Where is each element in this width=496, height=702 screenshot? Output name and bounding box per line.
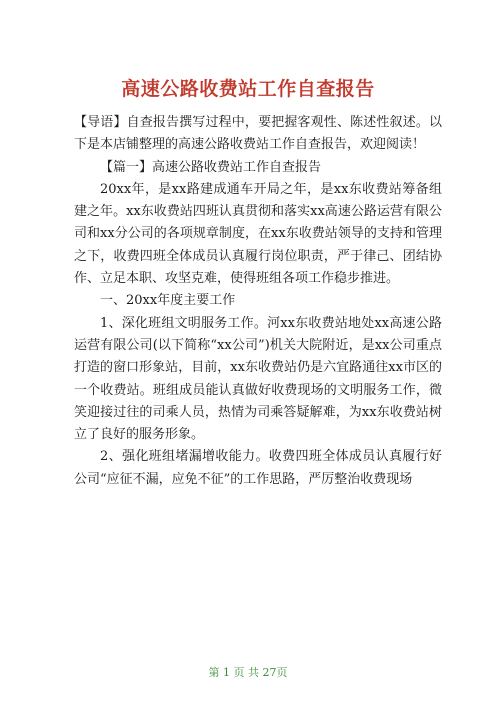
paragraph-item-1: 1、深化班组文明服务工作。河xx东收费站地处xx高速公路运营有限公司(以下简称“xx公司”)机关大院附近，是xx公司重点打造的窗口形象站，目前，xx东收费站仍是六宜路通往xx市区的一个收费站。班组成员能认真做好收费现场的文明服务工作，微笑迎接过往的司乘人员，热情为司乘答疑解难，为xx东收费站树立了良好的服务形象。 (74, 315, 442, 443)
page-footer: 第 1 页 共 27页 (208, 666, 288, 679)
document-title: 高速公路收费站工作自查报告 (121, 78, 375, 100)
paragraph-item-2: 2、强化班组堵漏增收能力。收费四班全体成员认真履行好公司“应征不漏，应免不征”的工作思路，严厉整治收费现场 (74, 449, 442, 487)
paragraph-intro: 【导语】自查报告撰写过程中，要把握客观性、陈述性叙述。以下是本店铺整理的高速公路收费站工作自查报告，欢迎阅读！ (74, 115, 442, 153)
paragraph-overview: 20xx年，是xx路建成通车开局之年，是xx东收费站筹备组建之年。xx东收费站四班认真贯彻和落实xx高速公路运营有限公司和xx分公司的各项规章制度，在xx东收费站领导的支持和管理之下，收费四班全体成员认真履行岗位职责，严于律己、团结协作、立足本职、攻坚克难，使得班组各项工作稳步推进。 (74, 181, 442, 287)
paragraph-section-heading: 【篇一】高速公路收费站工作自查报告 (100, 159, 322, 175)
document-body (74, 112, 442, 491)
paragraph-subheading: 一、20xx年度主要工作 (100, 293, 236, 309)
